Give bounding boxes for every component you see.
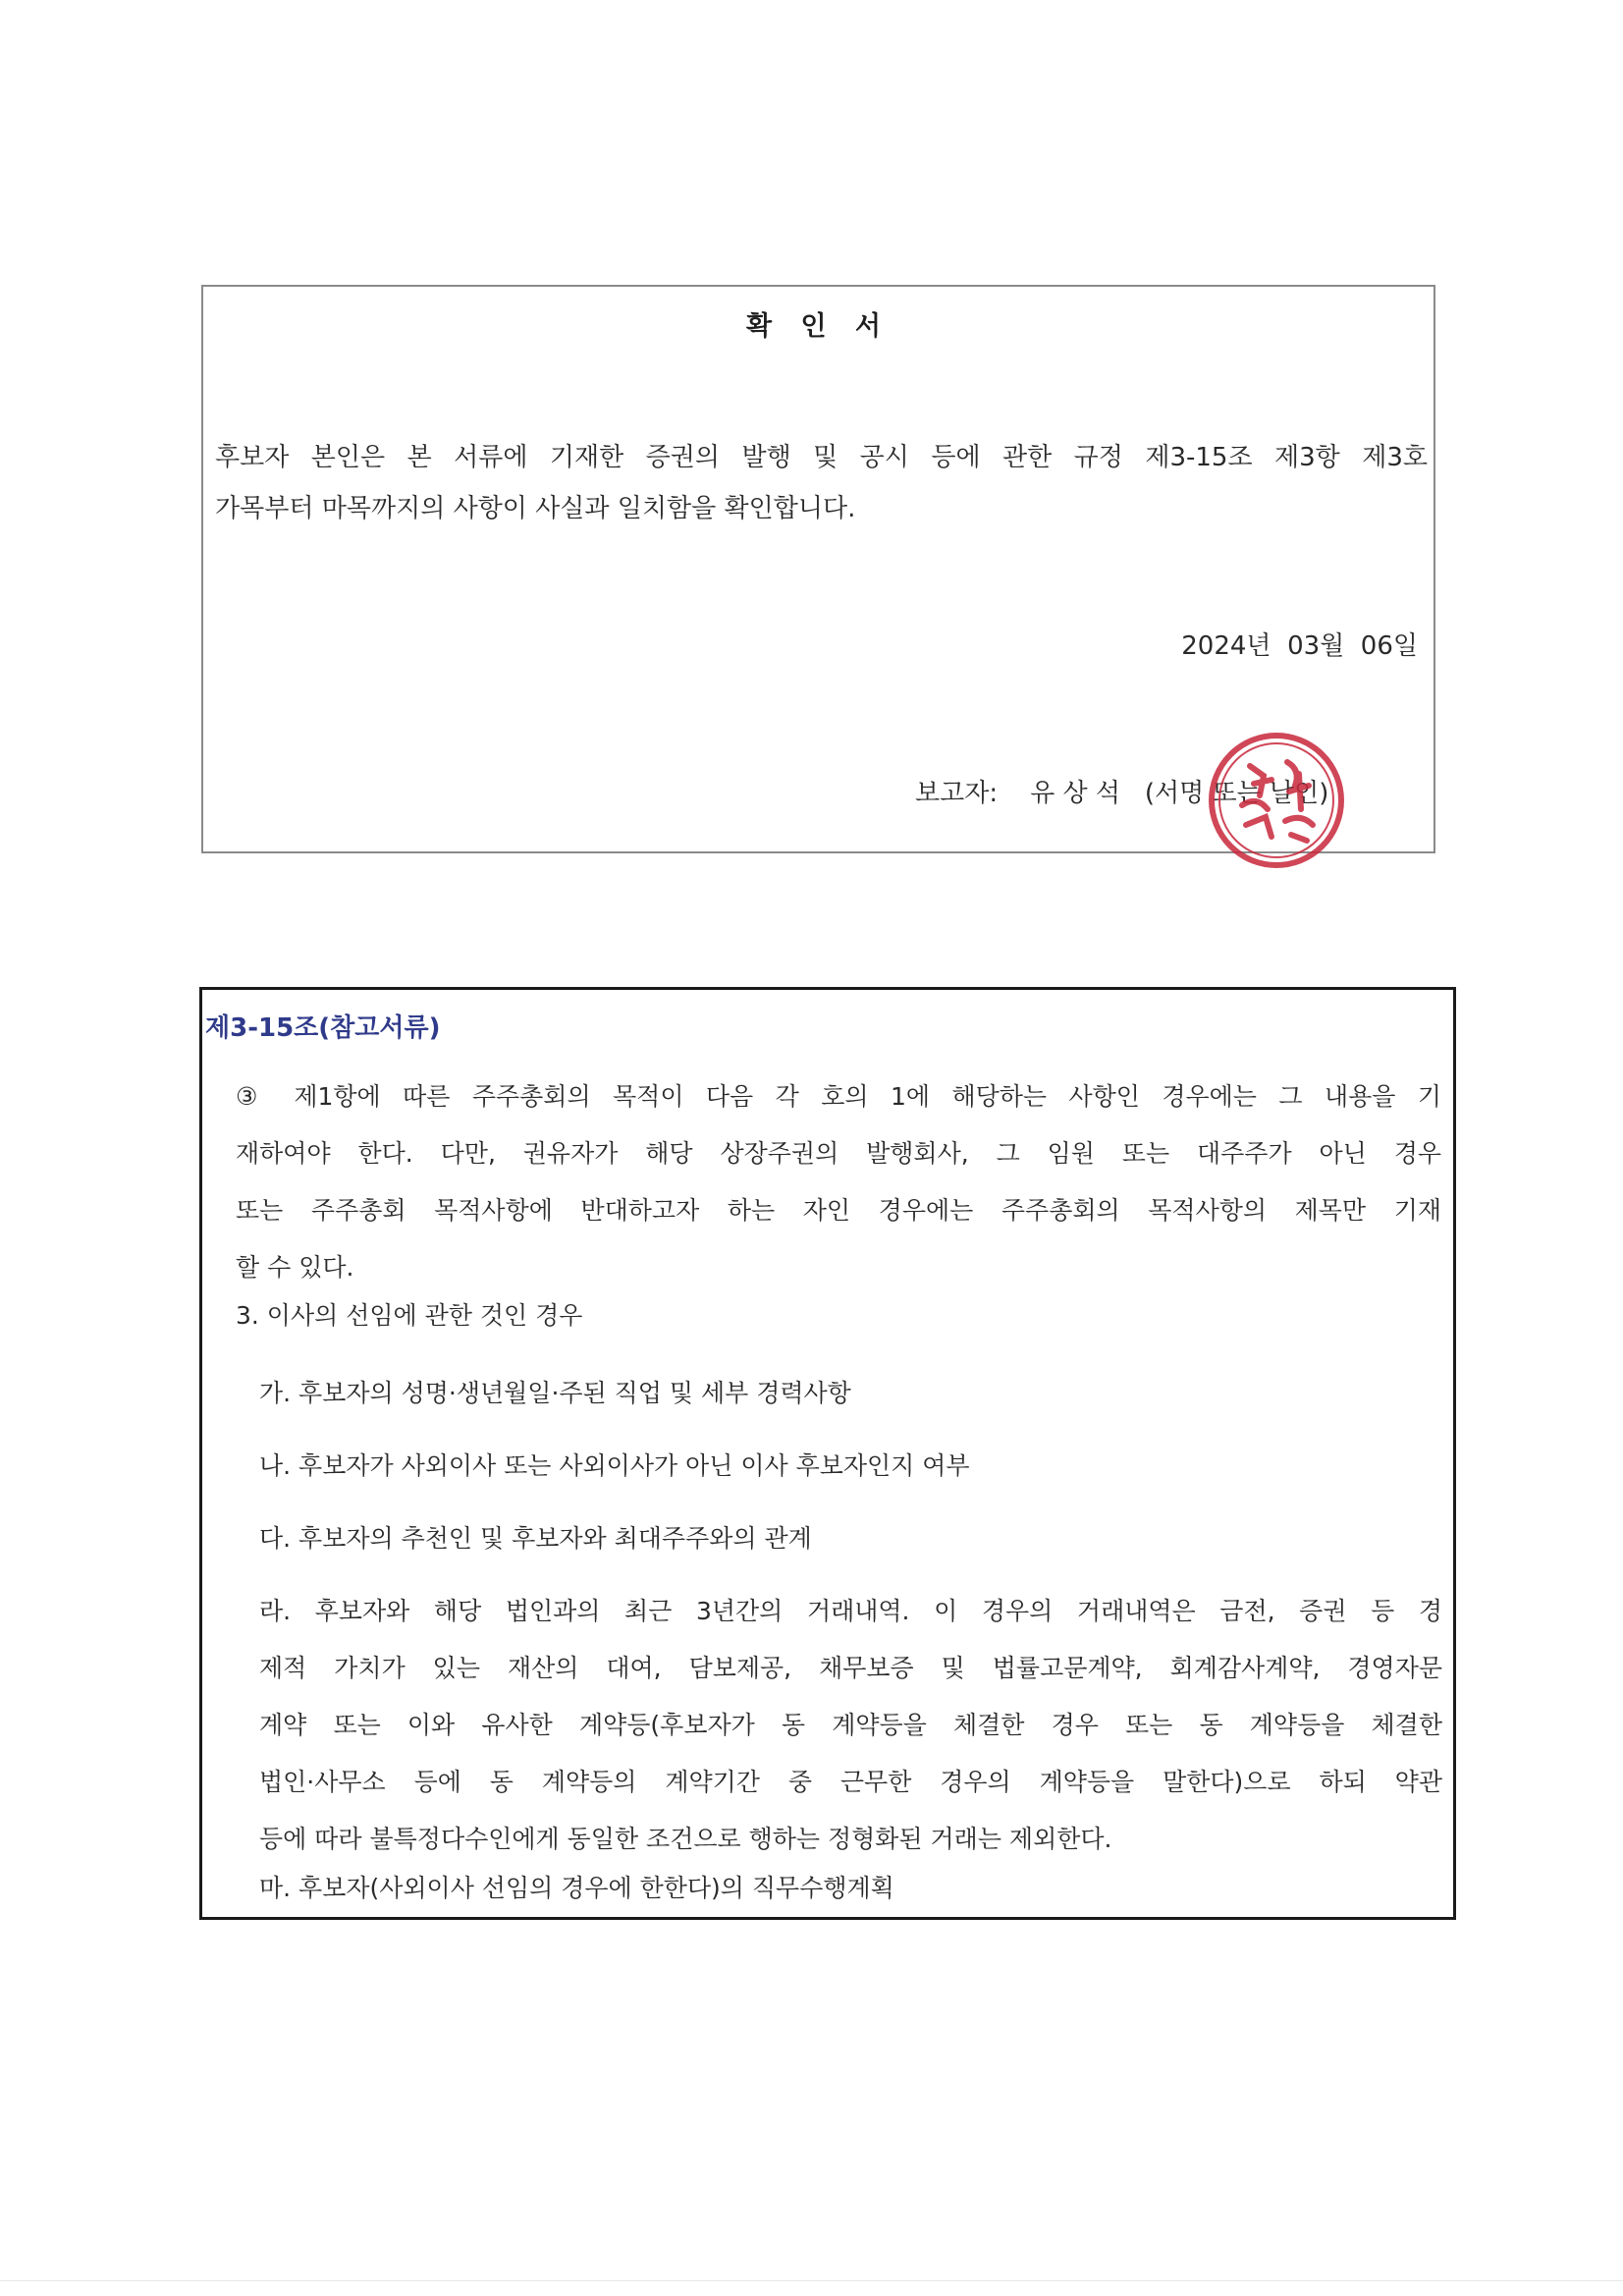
regulation-paragraph-line: 할 수 있다. <box>236 1253 354 1282</box>
regulation-box <box>199 987 1456 1920</box>
sub-item-line: 법인·사무소 등에 동 계약등의 계약기간 중 근무한 경우의 계약등을 말한다)으로 하되 약관 <box>259 1768 1442 1796</box>
confirmation-body <box>215 432 1428 534</box>
sub-item-ga <box>259 1365 1442 1422</box>
seal-stamp-icon <box>1203 727 1350 874</box>
sub-item-na <box>259 1438 1442 1495</box>
confirmation-body-line: 후보자 본인은 본 서류에 기재한 증권의 발행 및 공시 등에 관한 규정 제3-15조 제3항 제3호 <box>215 443 1428 472</box>
sub-item-ma <box>259 1860 1442 1917</box>
reporter-label: 보고자: <box>915 779 999 808</box>
confirmation-date: 2024년 03월 06일 <box>1181 631 1418 661</box>
sub-item-line: 라. 후보자와 해당 법인과의 최근 3년간의 거래내역. 이 경우의 거래내역은 금전, 증권 등 경 <box>259 1597 1442 1625</box>
confirmation-body-line: 가목부터 마목까지의 사항이 사실과 일치함을 확인합니다. <box>215 494 856 523</box>
regulation-header: 제3-15조(참고서류) <box>205 1013 441 1043</box>
regulation-item-heading: 3. 이사의 선임에 관한 것인 경우 <box>236 1301 583 1330</box>
confirmation-title: 확 인 서 <box>745 311 892 342</box>
reporter-name: 유 상 석 <box>1030 779 1121 808</box>
sub-item-line: 계약 또는 이와 유사한 계약등(후보자가 동 계약등을 체결한 경우 또는 동 계약등을 체결한 <box>259 1711 1442 1739</box>
regulation-paragraph <box>236 1068 1441 1296</box>
sub-item-line: 제적 가치가 있는 재산의 대여, 담보제공, 채무보증 및 법률고문계약, 회계감사계약, 경영자문 <box>259 1654 1442 1682</box>
sub-item-line: 마. 후보자(사외이사 선임의 경우에 한한다)의 직무수행계획 <box>259 1874 894 1902</box>
sub-item-line: 나. 후보자가 사외이사 또는 사외이사가 아닌 이사 후보자인지 여부 <box>259 1451 970 1480</box>
sub-item-line: 다. 후보자의 추천인 및 후보자와 최대주주와의 관계 <box>259 1524 812 1553</box>
confirmation-box <box>201 285 1435 853</box>
sub-item-line: 가. 후보자의 성명·생년월일·주된 직업 및 세부 경력사항 <box>259 1379 851 1407</box>
sub-item-da <box>259 1510 1442 1567</box>
signature-note: (서명 또는 날인) <box>1144 779 1329 808</box>
regulation-paragraph-line: ③ 제1항에 따른 주주총회의 목적이 다음 각 호의 1에 해당하는 사항인 경우에는 그 내용을 기 <box>236 1082 1441 1111</box>
regulation-paragraph-line: 재하여야 한다. 다만, 권유자가 해당 상장주권의 발행회사, 그 임원 또는 대주주가 아닌 경우 <box>236 1139 1441 1168</box>
regulation-paragraph-line: 또는 주주총회 목적사항에 반대하고자 하는 자인 경우에는 주주총회의 목적사항의 제목만 기재 <box>236 1196 1441 1225</box>
sub-item-line: 등에 따라 불특정다수인에게 동일한 조건으로 행하는 정형화된 거래는 제외한다. <box>259 1825 1112 1853</box>
sub-item-ra <box>259 1583 1442 1868</box>
scan-edge-divider <box>0 2280 1623 2281</box>
